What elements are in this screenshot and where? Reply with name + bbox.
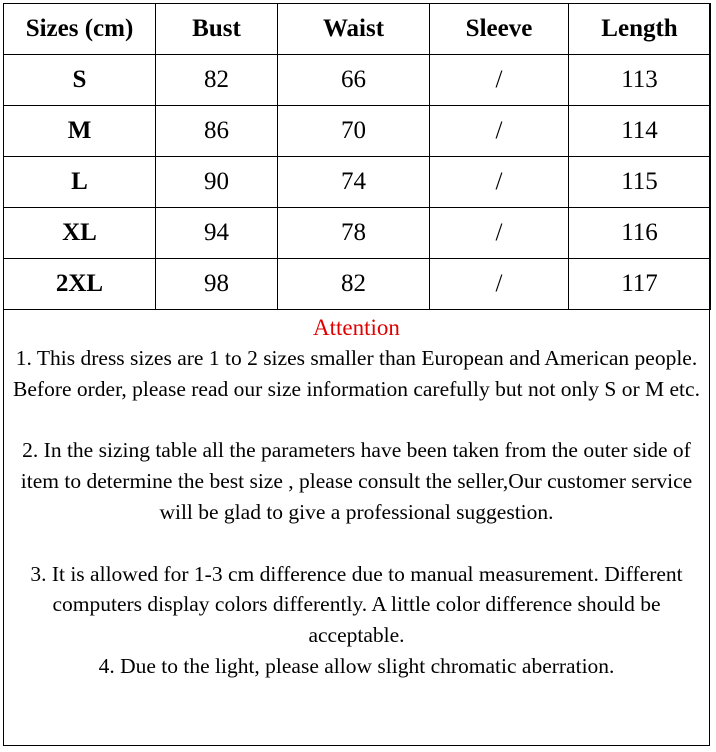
length-cell: 116 <box>569 208 711 259</box>
length-cell: 115 <box>569 157 711 208</box>
note-item-3: 3. It is allowed for 1-3 cm difference due to manual measurement. Different computers display colors differently. A little color difference should be acceptable. <box>30 561 683 648</box>
sleeve-cell: / <box>430 55 569 106</box>
bust-cell: 90 <box>156 157 278 208</box>
header-waist: Waist <box>278 4 430 55</box>
length-cell: 114 <box>569 106 711 157</box>
bust-cell: 82 <box>156 55 278 106</box>
note-item-2: 2. In the sizing table all the parameters have been taken from the outer side of item to determine the best size , please consult the seller,Our customer service will be glad to give a professional suggestion. <box>20 438 693 524</box>
attention-title: Attention <box>313 315 400 340</box>
table-row <box>4 157 711 208</box>
table-row <box>4 259 711 310</box>
length-cell: 117 <box>569 259 711 310</box>
attention-notes <box>4 313 709 682</box>
note-item-1: 1. This dress sizes are 1 to 2 sizes smaller than European and American people. Before order, please read our size information carefully but not only S or M etc. <box>13 346 700 401</box>
waist-cell: 66 <box>278 55 430 106</box>
size-table <box>3 3 711 310</box>
length-cell: 113 <box>569 55 711 106</box>
header-sleeve: Sleeve <box>430 4 569 55</box>
table-header-row <box>4 4 711 55</box>
header-length: Length <box>569 4 711 55</box>
bust-cell: 98 <box>156 259 278 310</box>
size-cell: 2XL <box>4 259 156 310</box>
size-cell: XL <box>4 208 156 259</box>
waist-cell: 74 <box>278 157 430 208</box>
size-cell: L <box>4 157 156 208</box>
sleeve-cell: / <box>430 157 569 208</box>
size-cell: M <box>4 106 156 157</box>
table-row <box>4 55 711 106</box>
table-row <box>4 208 711 259</box>
header-sizes: Sizes (cm) <box>4 4 156 55</box>
sleeve-cell: / <box>430 259 569 310</box>
waist-cell: 70 <box>278 106 430 157</box>
note-item-4: 4. Due to the light, please allow slight chromatic aberration. <box>98 653 615 678</box>
sleeve-cell: / <box>430 106 569 157</box>
header-bust: Bust <box>156 4 278 55</box>
sleeve-cell: / <box>430 208 569 259</box>
table-row <box>4 106 711 157</box>
size-cell: S <box>4 55 156 106</box>
bust-cell: 86 <box>156 106 278 157</box>
waist-cell: 78 <box>278 208 430 259</box>
bust-cell: 94 <box>156 208 278 259</box>
waist-cell: 82 <box>278 259 430 310</box>
